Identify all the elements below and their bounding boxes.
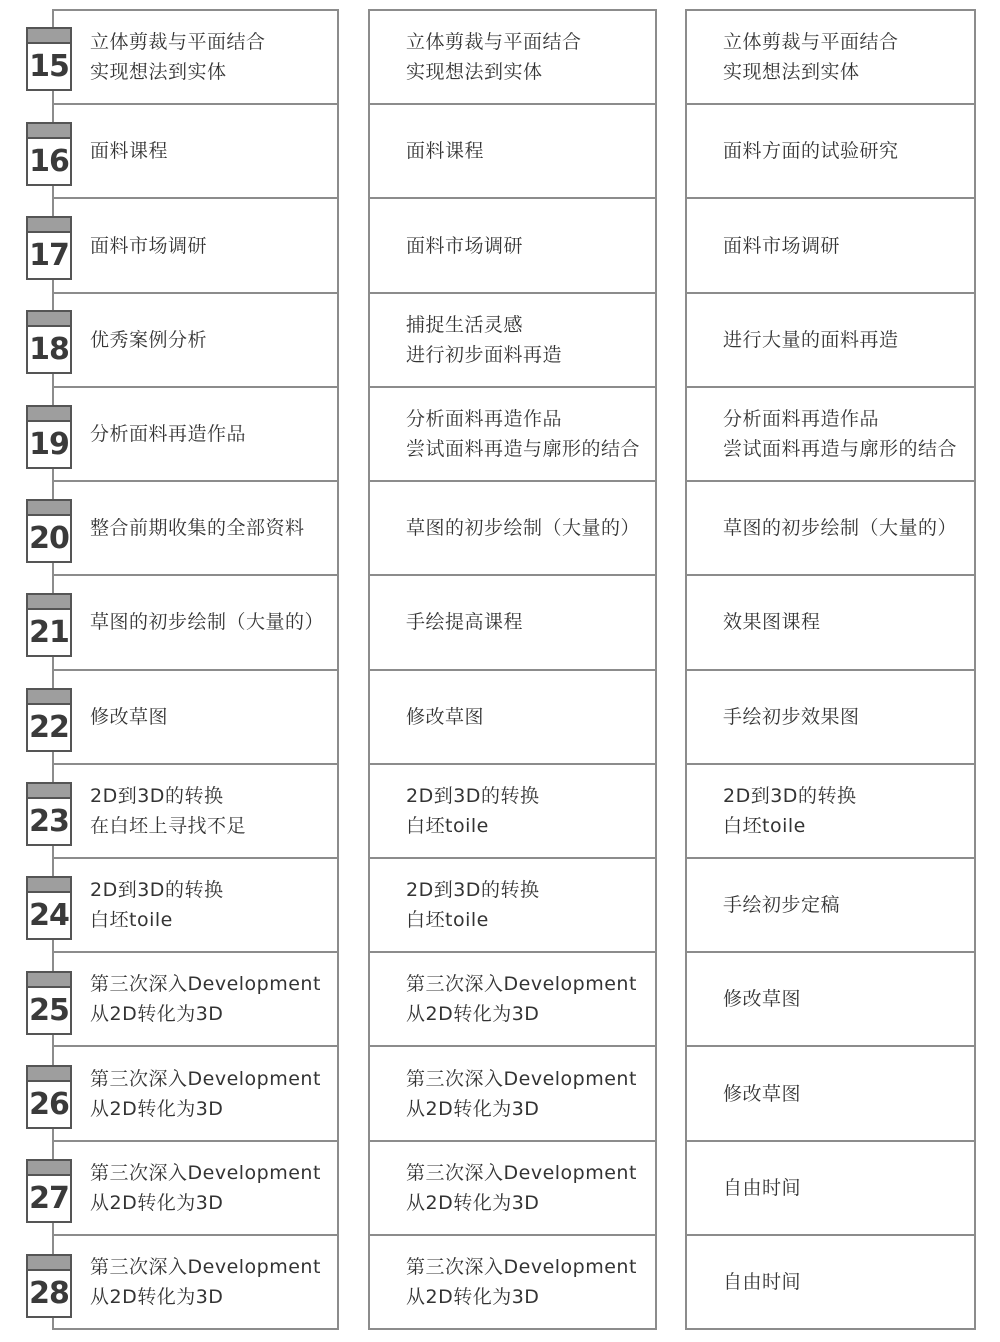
cell-line: 修改草图	[723, 1082, 802, 1105]
cell-line: 进行大量的面料再造	[723, 328, 899, 351]
day-badge	[26, 27, 72, 91]
calendar-tab-icon	[28, 595, 70, 610]
schedule-cell	[687, 1047, 974, 1141]
schedule-cell	[54, 11, 337, 105]
cell-text	[90, 231, 207, 261]
calendar-tab-icon	[28, 407, 70, 422]
schedule-cell	[370, 1236, 655, 1328]
cell-line: 从2D转化为3D	[90, 1285, 224, 1308]
day-badge	[26, 1159, 72, 1223]
schedule-cell	[370, 1142, 655, 1236]
cell-line: 捕捉生活灵感	[406, 313, 524, 336]
day-badge	[26, 782, 72, 846]
cell-text	[406, 781, 539, 841]
day-number: 19	[29, 427, 69, 462]
schedule-cell	[687, 105, 974, 199]
day-number: 17	[29, 238, 69, 273]
cell-line: 实现想法到实体	[90, 61, 227, 84]
schedule-cell	[370, 953, 655, 1047]
cell-line: 自由时间	[723, 1176, 802, 1199]
schedule-cell	[54, 953, 337, 1047]
day-badge	[26, 593, 72, 657]
cell-line: 手绘初步定稿	[723, 894, 841, 917]
cell-text	[90, 513, 305, 543]
calendar-tab-icon	[28, 973, 70, 988]
cell-text	[723, 890, 840, 920]
schedule-cell	[54, 1047, 337, 1141]
cell-line: 在白坯上寻找不足	[90, 814, 247, 837]
schedule-cell	[370, 294, 655, 388]
cell-text	[90, 1158, 321, 1218]
schedule-column-3	[685, 9, 976, 1330]
schedule-cell	[370, 105, 655, 199]
cell-text	[723, 136, 899, 166]
cell-line: 效果图课程	[723, 611, 821, 634]
schedule-cell	[54, 294, 337, 388]
cell-line: 修改草图	[90, 705, 169, 728]
cell-line: 第三次深入Development	[90, 1255, 321, 1278]
cell-text	[90, 702, 168, 732]
day-number: 23	[29, 804, 69, 839]
cell-line: 第三次深入Development	[90, 973, 321, 996]
day-badge	[26, 216, 72, 280]
calendar-tab-icon	[28, 312, 70, 327]
cell-line: 从2D转化为3D	[406, 1191, 540, 1214]
schedule-cell	[370, 482, 655, 576]
cell-text	[90, 136, 168, 166]
cell-text	[406, 1158, 637, 1218]
cell-line: 面料课程	[90, 140, 169, 163]
cell-text	[406, 607, 523, 637]
cell-text	[90, 1064, 321, 1124]
cell-line: 从2D转化为3D	[406, 1003, 540, 1026]
cell-line: 白坯toile	[90, 909, 173, 932]
cell-text	[406, 513, 640, 543]
schedule-cell	[54, 199, 337, 293]
day-number: 24	[29, 898, 69, 933]
cell-line: 分析面料再造作品	[90, 422, 247, 445]
day-badge	[26, 405, 72, 469]
cell-line: 从2D转化为3D	[90, 1003, 224, 1026]
cell-line: 第三次深入Development	[90, 1161, 321, 1184]
schedule-cell	[370, 765, 655, 859]
schedule-column-2	[368, 9, 657, 1330]
cell-text	[90, 419, 246, 449]
calendar-tab-icon	[28, 1067, 70, 1082]
schedule-cell	[370, 199, 655, 293]
day-badge	[26, 1254, 72, 1318]
cell-line: 实现想法到实体	[406, 61, 543, 84]
schedule-cell	[687, 199, 974, 293]
cell-text	[406, 969, 637, 1029]
calendar-tab-icon	[28, 124, 70, 139]
cell-line: 手绘提高课程	[406, 611, 524, 634]
cell-text	[406, 875, 539, 935]
cell-text	[90, 875, 223, 935]
day-number: 21	[29, 615, 69, 650]
schedule-cell	[54, 671, 337, 765]
cell-line: 立体剪裁与平面结合	[90, 31, 266, 54]
day-number: 28	[29, 1276, 69, 1311]
cell-text	[406, 27, 582, 87]
cell-text	[723, 781, 856, 841]
schedule-cell	[687, 859, 974, 953]
cell-text	[90, 27, 266, 87]
cell-line: 手绘初步效果图	[723, 705, 860, 728]
calendar-tab-icon	[28, 218, 70, 233]
cell-text	[90, 1252, 321, 1312]
schedule-cell	[370, 576, 655, 670]
cell-line: 2D到3D的转换	[406, 879, 540, 902]
schedule-cell	[54, 1142, 337, 1236]
cell-line: 第三次深入Development	[90, 1067, 321, 1090]
cell-line: 第三次深入Development	[406, 1161, 637, 1184]
cell-line: 2D到3D的转换	[90, 784, 224, 807]
day-badge	[26, 122, 72, 186]
cell-line: 从2D转化为3D	[406, 1097, 540, 1120]
schedule-cell	[54, 388, 337, 482]
cell-text	[723, 1173, 801, 1203]
cell-line: 从2D转化为3D	[406, 1285, 540, 1308]
cell-line: 面料课程	[406, 140, 485, 163]
cell-line: 从2D转化为3D	[90, 1097, 224, 1120]
day-number: 25	[29, 993, 69, 1028]
schedule-cell	[54, 765, 337, 859]
calendar-tab-icon	[28, 501, 70, 516]
cell-line: 进行初步面料再造	[406, 343, 563, 366]
cell-text	[723, 325, 899, 355]
cell-text	[723, 1079, 801, 1109]
cell-text	[90, 781, 246, 841]
cell-text	[723, 702, 860, 732]
cell-line: 2D到3D的转换	[406, 784, 540, 807]
cell-line: 面料市场调研	[406, 234, 524, 257]
cell-text	[723, 1267, 801, 1297]
cell-text	[723, 404, 957, 464]
cell-line: 修改草图	[723, 988, 802, 1011]
cell-line: 第三次深入Development	[406, 1067, 637, 1090]
day-number: 22	[29, 710, 69, 745]
cell-line: 第三次深入Development	[406, 1255, 637, 1278]
cell-line: 面料市场调研	[90, 234, 208, 257]
cell-line: 立体剪裁与平面结合	[406, 31, 582, 54]
cell-line: 分析面料再造作品	[723, 407, 880, 430]
schedule-cell	[370, 859, 655, 953]
schedule-cell	[54, 482, 337, 576]
cell-line: 尝试面料再造与廓形的结合	[723, 437, 958, 460]
cell-text	[406, 310, 562, 370]
cell-line: 白坯toile	[406, 814, 489, 837]
day-number: 18	[29, 332, 69, 367]
day-number: 27	[29, 1181, 69, 1216]
cell-line: 草图的初步绘制（大量的）	[406, 517, 641, 540]
schedule-cell	[370, 11, 655, 105]
cell-line: 草图的初步绘制（大量的）	[723, 517, 958, 540]
cell-line: 面料方面的试验研究	[723, 140, 899, 163]
cell-text	[723, 27, 899, 87]
schedule-cell	[687, 953, 974, 1047]
day-number: 20	[29, 521, 69, 556]
calendar-tab-icon	[28, 784, 70, 799]
cell-line: 2D到3D的转换	[90, 879, 224, 902]
cell-line: 修改草图	[406, 705, 485, 728]
cell-line: 优秀案例分析	[90, 328, 208, 351]
cell-text	[723, 607, 821, 637]
calendar-tab-icon	[28, 29, 70, 44]
cell-text	[90, 325, 207, 355]
day-number: 15	[29, 49, 69, 84]
calendar-tab-icon	[28, 690, 70, 705]
schedule-cell	[687, 294, 974, 388]
cell-line: 白坯toile	[723, 814, 806, 837]
cell-text	[90, 607, 324, 637]
day-badge	[26, 688, 72, 752]
schedule-cell	[370, 388, 655, 482]
schedule-cell	[687, 1236, 974, 1328]
calendar-tab-icon	[28, 878, 70, 893]
cell-text	[406, 231, 523, 261]
schedule-cell	[54, 576, 337, 670]
schedule-column-1	[52, 9, 339, 1330]
day-badge	[26, 876, 72, 940]
calendar-tab-icon	[28, 1161, 70, 1176]
cell-text	[406, 1252, 637, 1312]
cell-line: 分析面料再造作品	[406, 407, 563, 430]
cell-line: 白坯toile	[406, 909, 489, 932]
cell-text	[723, 513, 957, 543]
cell-line: 整合前期收集的全部资料	[90, 517, 305, 540]
schedule-cell	[370, 1047, 655, 1141]
cell-line: 尝试面料再造与廓形的结合	[406, 437, 641, 460]
cell-line: 2D到3D的转换	[723, 784, 857, 807]
day-badge	[26, 310, 72, 374]
schedule-cell	[54, 105, 337, 199]
cell-text	[90, 969, 321, 1029]
schedule-cell	[687, 765, 974, 859]
cell-line: 从2D转化为3D	[90, 1191, 224, 1214]
cell-line: 实现想法到实体	[723, 61, 860, 84]
cell-line: 第三次深入Development	[406, 973, 637, 996]
day-badge	[26, 1065, 72, 1129]
cell-line: 草图的初步绘制（大量的）	[90, 611, 325, 634]
schedule-cell	[54, 1236, 337, 1328]
schedule-cell	[370, 671, 655, 765]
cell-text	[406, 1064, 637, 1124]
schedule-cell	[54, 859, 337, 953]
schedule-cell	[687, 576, 974, 670]
day-number: 26	[29, 1087, 69, 1122]
cell-text	[723, 984, 801, 1014]
cell-line: 立体剪裁与平面结合	[723, 31, 899, 54]
schedule-cell	[687, 482, 974, 576]
cell-text	[723, 231, 840, 261]
schedule-cell	[687, 1142, 974, 1236]
schedule-cell	[687, 388, 974, 482]
day-number: 16	[29, 144, 69, 179]
cell-text	[406, 136, 484, 166]
cell-text	[406, 702, 484, 732]
day-badge	[26, 971, 72, 1035]
schedule-cell	[687, 671, 974, 765]
cell-line: 面料市场调研	[723, 234, 841, 257]
cell-text	[406, 404, 640, 464]
calendar-tab-icon	[28, 1256, 70, 1271]
schedule-cell	[687, 11, 974, 105]
cell-line: 自由时间	[723, 1270, 802, 1293]
day-badge	[26, 499, 72, 563]
